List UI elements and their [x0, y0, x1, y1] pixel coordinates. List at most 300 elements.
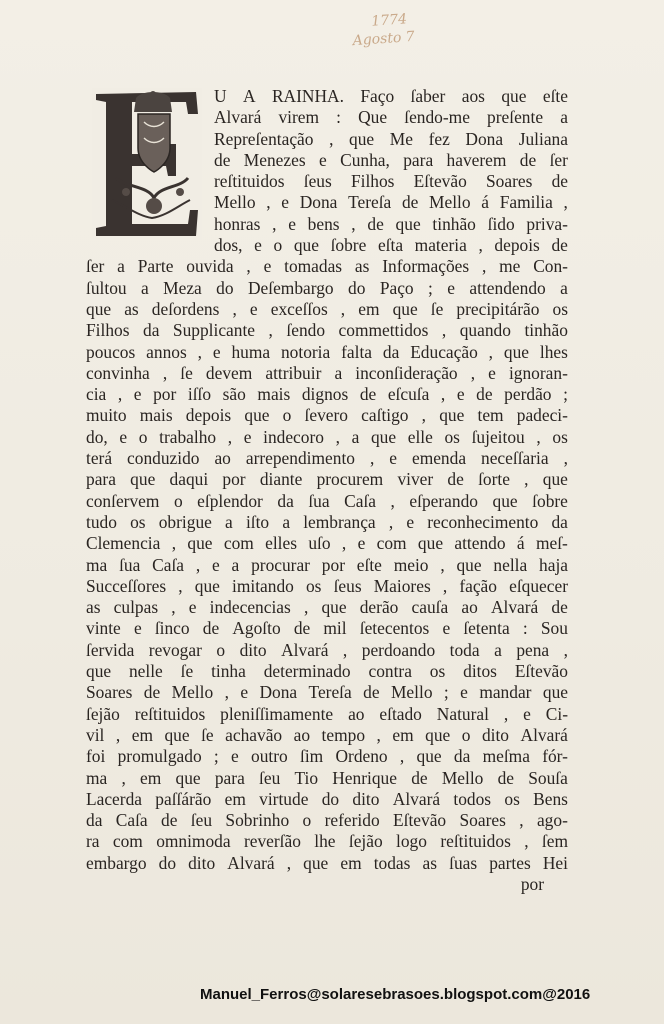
word: , [388, 511, 394, 532]
word: tinha [211, 661, 246, 682]
word: de [551, 171, 568, 192]
word: attendendo [469, 277, 546, 298]
decree-text [86, 86, 568, 874]
word: que [86, 661, 112, 682]
word: e [188, 597, 197, 618]
word: ſejão [86, 703, 120, 724]
word: tomadas [284, 256, 343, 277]
word: arrependimento [245, 448, 355, 469]
word: , [268, 320, 273, 341]
word: , [303, 597, 309, 618]
word: e [357, 533, 366, 554]
word: Parte [137, 256, 174, 277]
word: da [382, 341, 400, 362]
text-line [214, 171, 568, 192]
word: Henrique [332, 767, 397, 788]
word: derão [359, 597, 399, 618]
word: ſe [430, 298, 444, 319]
catchword: por [520, 874, 544, 894]
word: tinhão [432, 213, 476, 234]
word: procurar [251, 554, 310, 575]
word: da [453, 746, 471, 767]
word: deſordens [151, 298, 220, 319]
word: Clemencia [86, 533, 161, 554]
word: com [223, 533, 254, 554]
word: , [478, 235, 483, 256]
text-line [86, 469, 568, 490]
word: : [522, 618, 528, 639]
word: em [224, 788, 246, 809]
word: Ordeno [335, 746, 388, 767]
word: RAINHA. [271, 86, 344, 106]
word: precipitárão [456, 298, 540, 319]
word: devem [205, 362, 253, 383]
word: de [447, 469, 464, 490]
word: Juliana [518, 128, 568, 149]
text-line [86, 810, 568, 831]
word: Alvará [392, 788, 441, 809]
word: eſquecer [509, 575, 568, 596]
word: de [363, 682, 380, 703]
word: meio [393, 554, 429, 575]
word: notoria [280, 341, 331, 362]
word: Con- [533, 256, 568, 277]
word: , [115, 724, 121, 745]
word: ; [563, 384, 568, 405]
word: ra [86, 831, 100, 852]
word: fór- [542, 746, 568, 767]
word: tem [477, 405, 504, 426]
text-line [86, 491, 568, 512]
word: ſobre [330, 235, 367, 256]
word: ſetenta [463, 618, 510, 639]
word: eſte [356, 554, 382, 575]
word: e [240, 682, 249, 703]
text-line [86, 320, 568, 341]
word: e [456, 384, 465, 405]
word: ſinco [154, 618, 190, 639]
word: a [141, 277, 149, 298]
word: que [164, 724, 190, 745]
text-line [214, 86, 568, 107]
word: ſetecentos [359, 618, 430, 639]
word: ſeu [190, 810, 213, 831]
word: o [302, 810, 312, 831]
word: obrigue [158, 511, 212, 532]
word: uſo [308, 533, 331, 554]
word: dito [481, 724, 510, 745]
word: e [133, 384, 142, 405]
word: terá [86, 448, 113, 469]
word: Dona [299, 192, 338, 213]
text-line [86, 363, 568, 384]
word: , [503, 703, 509, 724]
word: , [197, 341, 202, 362]
word: o [173, 490, 183, 511]
word: elles [265, 533, 297, 554]
word: e [254, 235, 262, 256]
text-line [86, 853, 568, 874]
word: fação [459, 575, 497, 596]
word: Mello [390, 682, 433, 703]
word: os [444, 426, 460, 447]
word: que [542, 682, 568, 703]
word: que [417, 533, 444, 554]
word: do [348, 277, 366, 298]
word: ſujeitou [471, 426, 525, 447]
word: Educação [410, 341, 478, 362]
word: os [504, 788, 520, 809]
word: reverſão [243, 831, 301, 852]
word: meſ- [535, 533, 568, 554]
word: depois [494, 235, 540, 256]
word: Filhos [350, 171, 395, 192]
text-line [86, 576, 568, 597]
word: ditos [463, 661, 497, 682]
word: tempo [321, 724, 366, 745]
word: Meza [163, 277, 202, 298]
word: e [249, 298, 258, 319]
word: attribuir [265, 362, 322, 383]
word: Alvará [214, 107, 262, 128]
word: por [153, 384, 177, 405]
word: , [227, 426, 233, 447]
word: viver [397, 469, 434, 490]
word: inconſideração [355, 362, 458, 383]
word: toda [449, 639, 480, 660]
word: as [422, 852, 438, 873]
word: logo [396, 831, 427, 852]
word: a [351, 426, 360, 447]
word: lembrança [303, 511, 376, 532]
word: que [244, 405, 270, 426]
word: pleniſſimamente [220, 703, 334, 724]
word: que [370, 426, 397, 447]
word: commettidos [338, 320, 429, 341]
word: e [133, 618, 142, 639]
word: de [519, 149, 537, 170]
word: ſe [180, 661, 194, 682]
word: ma [86, 554, 108, 575]
word: Tereſa [308, 682, 352, 703]
text-line [86, 746, 568, 767]
word: Soares [86, 682, 133, 703]
word: eſta [377, 235, 404, 256]
word: em [358, 298, 380, 319]
word: iſto [245, 511, 270, 532]
word: materia [414, 235, 467, 256]
word: ſeus [303, 171, 332, 192]
word: os [305, 575, 322, 596]
word: convinha [86, 362, 150, 383]
word: Succeſſores [86, 575, 167, 596]
word: e [119, 426, 128, 447]
word: de [161, 810, 178, 831]
word: , [519, 810, 524, 831]
word: , [441, 320, 447, 341]
word: a [334, 362, 343, 383]
word: Alvará [490, 597, 539, 618]
word: ſuas [449, 852, 478, 873]
word: , [266, 192, 271, 213]
word: Caſa [344, 490, 376, 511]
word: indecencias [209, 597, 291, 618]
word: da [277, 490, 294, 511]
word: para [86, 469, 116, 490]
word: da [143, 320, 160, 341]
word: , [442, 575, 448, 596]
word: tinhão [524, 320, 568, 341]
word: Caſa [152, 554, 184, 575]
word: Eſtevão [413, 171, 467, 192]
word: que [349, 128, 375, 149]
word: , [351, 213, 356, 234]
word: Supplicante [172, 320, 256, 341]
word: de [214, 149, 231, 170]
word: annos [146, 341, 187, 362]
text-line [86, 682, 568, 703]
word: os [429, 661, 446, 682]
word: ago- [536, 810, 568, 831]
word: ignoran- [508, 362, 568, 383]
word: caſtigo [361, 405, 409, 426]
word: todos [453, 788, 492, 809]
word: eſplendor [197, 490, 263, 511]
text-line [214, 214, 568, 235]
word: , [440, 554, 445, 575]
word: ſe [180, 362, 193, 383]
word: Informações [382, 256, 470, 277]
word: Dona [465, 128, 504, 149]
word: ſorte [478, 469, 510, 490]
word: virtude [259, 788, 309, 809]
word: as [354, 256, 370, 277]
word: de [293, 618, 311, 639]
word: Repreſentação [214, 128, 314, 149]
word: ao [293, 724, 311, 745]
word: ao [461, 597, 478, 618]
word: em [140, 767, 162, 788]
word: , [171, 533, 177, 554]
word: com [112, 831, 143, 852]
word: , [286, 852, 292, 873]
word: reſtituidos [440, 831, 511, 852]
word: diante [259, 469, 303, 490]
word: a [494, 639, 502, 660]
word: Lacerda [86, 788, 142, 809]
word: , [399, 746, 405, 767]
word: culpas [113, 597, 159, 618]
text-line [214, 150, 568, 171]
word: a [282, 511, 291, 532]
word: que [416, 746, 442, 767]
word: , [342, 639, 348, 660]
text-line [86, 640, 568, 661]
word: ſido [487, 213, 515, 234]
word: os [130, 511, 146, 532]
word: ſeus [333, 575, 362, 596]
word: de [551, 597, 568, 618]
word: por [222, 469, 246, 490]
word: que [395, 213, 421, 234]
word: Mello [429, 192, 471, 213]
word: eſcuſa [387, 384, 430, 405]
word: que [303, 852, 329, 873]
word: e [447, 277, 456, 298]
word: Ci- [545, 703, 568, 724]
word: ſejão [348, 831, 383, 852]
word: embargo [86, 852, 147, 873]
word: de [367, 213, 384, 234]
word: todas [373, 852, 411, 873]
handwritten-date: Agosto 7 [352, 28, 416, 50]
word: ſervida [86, 639, 135, 660]
word: , [340, 298, 346, 319]
word: , [563, 639, 568, 660]
word: , [121, 767, 126, 788]
word: exceſſos [270, 298, 328, 319]
word: vinte [86, 618, 121, 639]
word: e [281, 192, 290, 213]
text-line [86, 704, 568, 725]
word: poucos [86, 341, 136, 362]
word: Caſa [115, 810, 148, 831]
word: ; [443, 682, 449, 703]
text-line [214, 129, 568, 150]
word: do, [86, 426, 108, 447]
word: Sou [540, 618, 568, 639]
text-line [86, 618, 568, 639]
word: a [560, 107, 568, 128]
word: de [202, 618, 220, 639]
word: nelle [128, 661, 163, 682]
word: mil [323, 618, 347, 639]
word: e [263, 256, 272, 277]
text-line [86, 342, 568, 363]
word: revogar [148, 639, 202, 660]
word: eſte [542, 86, 568, 106]
word: pena [516, 639, 550, 660]
word: huma [231, 341, 271, 362]
word: attendo [454, 533, 506, 554]
word: , [376, 724, 381, 745]
word: do [321, 788, 340, 809]
word: ſultou [86, 277, 127, 298]
word: Tereſa [348, 192, 392, 213]
word: que [175, 767, 201, 788]
word: em [340, 852, 362, 873]
text-line [86, 512, 568, 533]
word: o [216, 639, 226, 660]
word: Agoſto [232, 618, 281, 639]
word: de [476, 384, 493, 405]
word: indecoro [263, 426, 324, 447]
word: e [389, 448, 397, 469]
word: que [187, 533, 213, 554]
word: a [225, 511, 233, 532]
word: determinado [263, 661, 351, 682]
text-line [86, 427, 568, 448]
word: dos, [214, 235, 243, 256]
word: quando [459, 320, 511, 341]
word: , [246, 256, 251, 277]
word: Cunha, [340, 149, 390, 170]
word: para [214, 767, 245, 788]
word: ao [214, 448, 231, 469]
word: , [470, 362, 476, 383]
word: perdoando [361, 639, 436, 660]
word: ſendo [286, 320, 326, 341]
word: ſer [86, 256, 105, 277]
word: ſeu [259, 767, 281, 788]
word: e [488, 362, 496, 383]
word: á [481, 192, 490, 213]
word: a [117, 256, 125, 277]
word: achavão [225, 724, 283, 745]
word: ſaber [410, 86, 446, 106]
word: , [341, 533, 347, 554]
word: ſim [300, 746, 324, 767]
word: , [421, 405, 427, 426]
word: A [242, 86, 256, 106]
word: Mello [441, 767, 484, 788]
word: e [318, 149, 327, 170]
word: foi [86, 746, 106, 767]
text-line [86, 405, 568, 426]
word: as [124, 298, 139, 319]
handwritten-year: 1774 [370, 11, 408, 30]
word: para [403, 149, 434, 170]
word: Faço [360, 86, 395, 106]
word: padeci- [516, 405, 568, 426]
word: Me [389, 128, 413, 149]
word: as [86, 597, 101, 618]
word: Mello [214, 192, 256, 213]
word: dito [188, 852, 216, 873]
word: preſente [487, 107, 544, 128]
watermark-text: Manuel_Ferros@solaresebrasoes.blogspot.com@2016 [200, 986, 591, 1003]
word: referido [324, 810, 380, 831]
word: , [488, 341, 494, 362]
word: Que [358, 107, 388, 128]
word: e [243, 426, 252, 447]
word: de [497, 767, 515, 788]
word: , [162, 362, 168, 383]
word: partes [489, 852, 531, 873]
word: ma [86, 767, 108, 788]
word: haverem [446, 149, 507, 170]
word: Maiores [373, 575, 431, 596]
word: , [536, 426, 541, 447]
word: reſtituidos [214, 171, 285, 192]
word: fez [428, 128, 450, 149]
word: que [392, 298, 418, 319]
word: que [456, 554, 482, 575]
word: Mello [171, 682, 214, 703]
word: ; [213, 746, 219, 767]
word: muito [86, 405, 127, 426]
word: do [158, 852, 177, 873]
word: , [224, 682, 229, 703]
word: virem [278, 107, 320, 128]
word: de [401, 192, 419, 213]
word: do [216, 277, 234, 298]
word: ſevero [304, 405, 348, 426]
word: Hei [542, 852, 568, 873]
word: Soares [459, 810, 506, 831]
word: , [563, 192, 568, 213]
word: dito [352, 788, 380, 809]
